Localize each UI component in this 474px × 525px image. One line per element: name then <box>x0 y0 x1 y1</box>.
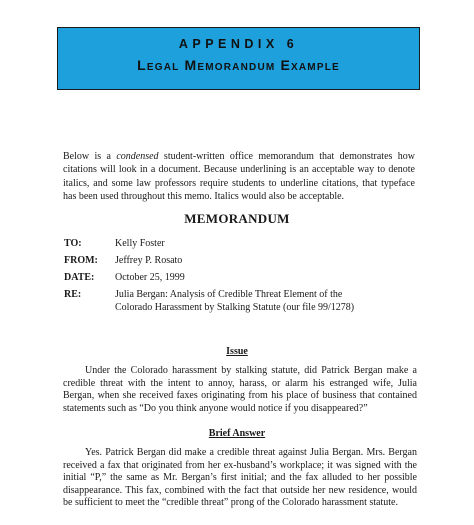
to-field <box>64 238 424 255</box>
memo-header-fields <box>64 238 424 314</box>
issue-heading-text: Issue <box>226 346 248 357</box>
from-value: Jeffrey P. Rosato <box>115 255 183 266</box>
intro-paragraph <box>63 150 415 204</box>
appendix-number: APPENDIX 6 <box>178 37 299 51</box>
intro-text-start: Below is a <box>63 151 117 162</box>
re-field <box>64 289 424 314</box>
brief-answer-paragraph: Yes. Patrick Bergan did make a credible threat against Julia Bergan. Mrs. Bergan received a fax that originated from her ex-husband’s workplace; it was signed with the initial “P,” the same as Mr. Bergan’s first initial; and the fax alluded to her possible disappearance. This fax, combined with the fact that outside her new residence, would be sufficient to meet the “credible threat” prong of the Colorado harassment statute. <box>63 447 417 509</box>
appendix-banner <box>57 27 420 90</box>
intro-text-rest: student-written office memorandum that demonstrates how citations will look in a document. Because underlining is an acceptable way to denote italics, and some law professors require students to underline citations, that typeface has been used throughout this memo. Italics would also be acceptable. <box>63 151 416 203</box>
from-field <box>64 255 424 272</box>
memo-heading: MEMORANDUM <box>184 211 290 226</box>
date-field <box>64 272 424 289</box>
re-label: RE: <box>64 289 82 300</box>
date-value: October 25, 1999 <box>115 272 185 283</box>
to-value: Kelly Foster <box>115 238 165 249</box>
issue-heading <box>0 346 474 357</box>
date-label: DATE: <box>64 272 95 283</box>
from-label: FROM: <box>64 255 98 266</box>
issue-paragraph: Under the Colorado harassment by stalking statute, did Patrick Bergan make a credible threat with the intent to annoy, harass, or alarm his estranged wife, Julia Bergan, when she received faxes originating from his place of business that contained statements such as “Do you think anyone would notice if you disappeared?” <box>63 365 417 414</box>
brief-answer-heading <box>0 428 474 439</box>
to-label: TO: <box>64 238 82 249</box>
brief-answer-heading-text: Brief Answer <box>208 428 266 439</box>
re-value: Julia Bergan: Analysis of Credible Threat Element of the Colorado Harassment by Stalking Statute (our file 99/1278) <box>115 289 355 313</box>
intro-emphasis: condensed <box>116 151 159 162</box>
banner-title: Legal Memorandum Example <box>137 57 340 73</box>
